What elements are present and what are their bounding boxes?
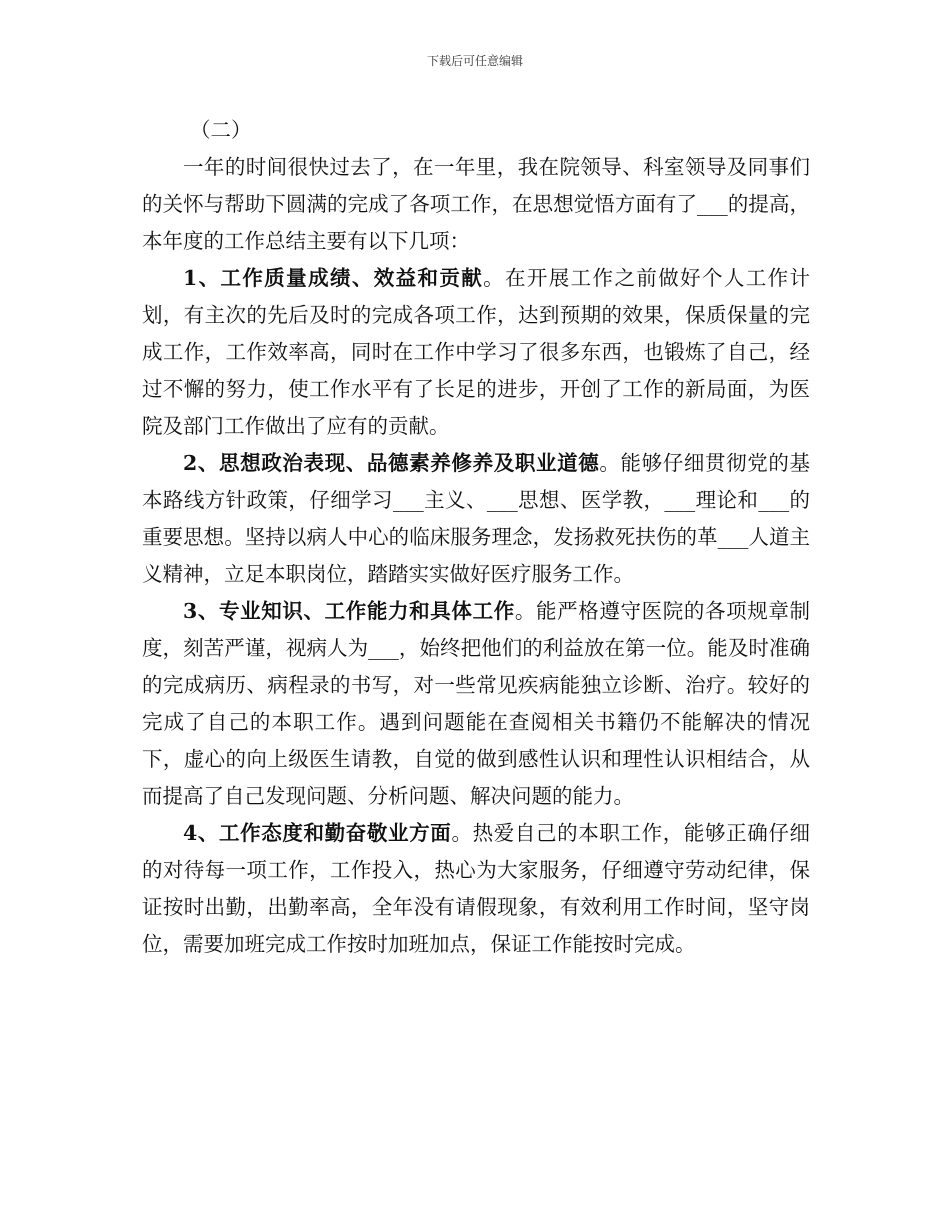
item-heading-1: 1、工作质量成绩、效益和贡献 bbox=[183, 266, 484, 290]
intro-paragraph: 一年的时间很快过去了，在一年里，我在院领导、科室领导及同事们的关怀与帮助下圆满的完成了各项工作，在思想觉悟方面有了___的提高，本年度的工作总结主要有以下几项： bbox=[142, 155, 810, 253]
item-text-2: 。能够仔细贯彻党的基本路线方针政策，仔细学习___主义、___思想、医学教，___理论和___的重要思想。坚持以病人中心的临床服务理念，发扬救死扶伤的革___人道主义精神，立足本职岗位，踏踏实实做好医疗服务工作。 bbox=[142, 451, 811, 586]
document-body bbox=[142, 112, 810, 963]
item-heading-4: 4、工作态度和勤奋敬业方面 bbox=[183, 821, 452, 845]
section-title: （二） bbox=[190, 118, 252, 142]
item-heading-3: 3、专业知识、工作能力和具体工作 bbox=[183, 599, 515, 623]
item-paragraph-4 bbox=[142, 815, 810, 963]
page-header-note: 下载后可任意编辑 bbox=[426, 54, 523, 68]
item-paragraph-1 bbox=[142, 260, 810, 445]
item-paragraph-3 bbox=[142, 593, 810, 815]
item-heading-2: 2、思想政治表现、品德素养修养及职业道德 bbox=[183, 451, 600, 475]
item-text-4: 。热爱自己的本职工作，能够正确仔细的对待每一项工作，工作投入，热心为大家服务，仔细遵守劳动纪律，保证按时出勤，出勤率高，全年没有请假现象，有效利用工作时间，坚守岗位，需要加班完成工作按时加班加点，保证工作能按时完成。 bbox=[142, 821, 810, 956]
item-text-3: 。能严格遵守医院的各项规章制度，刻苦严谨，视病人为___，始终把他们的利益放在第一位。能及时准确的完成病历、病程录的书写，对一些常见疾病能独立诊断、治疗。较好的完成了自己的本职工作。遇到问题能在查阅相关书籍仍不能解决的情况下，虚心的向上级医生请教，自觉的做到感性认识和理性认识相结合，从而提高了自己发现问题、分析问题、解决问题的能力。 bbox=[142, 599, 811, 808]
item-text-1: 。在开展工作之前做好个人工作计划，有主次的先后及时的完成各项工作，达到预期的效果，保质保量的完成工作，工作效率高，同时在工作中学习了很多东西，也锻炼了自己，经过不懈的努力，使工作水平有了长足的进步，开创了工作的新局面，为医院及部门工作做出了应有的贡献。 bbox=[142, 266, 811, 438]
item-paragraph-2 bbox=[142, 445, 810, 593]
